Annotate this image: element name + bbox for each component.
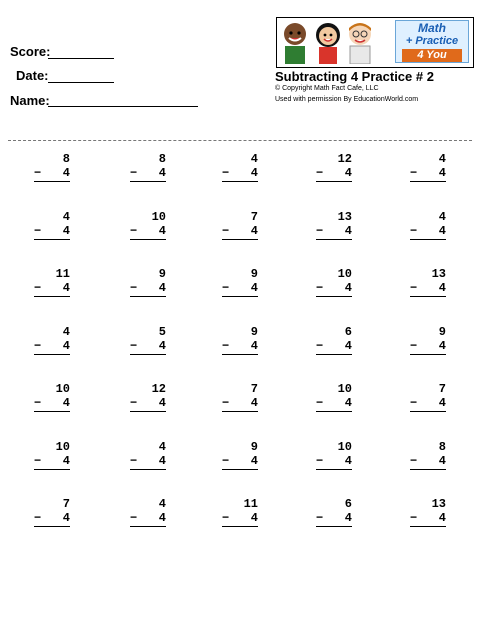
minus-sign: − (130, 453, 138, 468)
answer-line[interactable] (316, 526, 352, 527)
subtrahend: 4 (62, 396, 70, 410)
subtrahend-row (34, 511, 70, 525)
subtrahend: 4 (158, 223, 166, 238)
minuend: 10 (55, 439, 70, 454)
subtrahend: 4 (250, 223, 258, 238)
subtrahend: 4 (438, 281, 446, 295)
minus-sign: − (222, 453, 230, 468)
subtrahend: 4 (62, 223, 70, 238)
answer-line[interactable] (410, 296, 446, 297)
subtrahend: 4 (158, 453, 166, 468)
worksheet-title: Subtracting 4 Practice # 2 (275, 69, 434, 84)
minus-sign: − (222, 166, 230, 180)
subtrahend: 4 (438, 453, 446, 468)
minuend: 10 (337, 439, 352, 454)
subtraction-problem (410, 267, 446, 297)
answer-line[interactable] (130, 296, 166, 297)
subtraction-problem (222, 440, 258, 470)
minuend: 12 (337, 152, 352, 166)
minus-sign: − (410, 453, 418, 468)
subtrahend: 4 (158, 281, 166, 295)
minus-sign: − (130, 281, 138, 295)
answer-line[interactable] (410, 239, 446, 240)
subtrahend: 4 (344, 281, 352, 295)
subtrahend-row (222, 224, 258, 238)
answer-line[interactable] (410, 526, 446, 527)
minuend: 10 (337, 267, 352, 281)
minuend: 7 (250, 382, 258, 396)
subtraction-problem (410, 440, 446, 470)
minuend: 4 (158, 439, 166, 454)
subtraction-problem (34, 497, 70, 527)
subtrahend-row (34, 396, 70, 410)
minus-sign: − (222, 281, 230, 295)
minuend: 7 (62, 497, 70, 511)
answer-line[interactable] (130, 181, 166, 182)
minuend: 8 (438, 439, 446, 454)
kid-3-icon (345, 20, 375, 64)
subtrahend-row (222, 454, 258, 468)
subtrahend-row (222, 511, 258, 525)
answer-line[interactable] (34, 411, 70, 412)
subtraction-problem (316, 210, 352, 240)
subtrahend: 4 (250, 166, 258, 180)
answer-line[interactable] (222, 296, 258, 297)
minuend: 9 (250, 267, 258, 281)
answer-line[interactable] (34, 469, 70, 470)
subtrahend: 4 (438, 166, 446, 180)
answer-line[interactable] (316, 411, 352, 412)
subtraction-problem (130, 267, 166, 297)
math-practice-logo (276, 17, 474, 68)
minus-sign: − (316, 281, 324, 295)
minuend: 13 (431, 497, 446, 511)
logo-line-3: 4 You (402, 49, 462, 62)
answer-line[interactable] (316, 239, 352, 240)
answer-line[interactable] (410, 181, 446, 182)
subtrahend-row (222, 339, 258, 353)
subtraction-problem (316, 440, 352, 470)
subtrahend: 4 (62, 453, 70, 468)
subtrahend: 4 (344, 511, 352, 525)
minus-sign: − (222, 511, 230, 525)
answer-line[interactable] (130, 239, 166, 240)
logo-line-1: Math (418, 21, 446, 35)
answer-line[interactable] (34, 296, 70, 297)
minus-sign: − (316, 453, 324, 468)
subtrahend-row (410, 511, 446, 525)
subtrahend: 4 (344, 223, 352, 238)
minus-sign: − (34, 223, 42, 238)
subtraction-problem (222, 497, 258, 527)
answer-line[interactable] (410, 411, 446, 412)
answer-line[interactable] (222, 526, 258, 527)
subtraction-problem (130, 440, 166, 470)
subtraction-problem (410, 325, 446, 355)
minus-sign: − (316, 166, 324, 180)
answer-line[interactable] (410, 354, 446, 355)
subtrahend-row (34, 224, 70, 238)
subtrahend-row (130, 166, 166, 180)
minuend: 13 (337, 209, 352, 224)
minuend: 6 (344, 497, 352, 511)
answer-line[interactable] (130, 526, 166, 527)
minus-sign: − (34, 511, 42, 525)
answer-line[interactable] (130, 411, 166, 412)
subtrahend: 4 (158, 396, 166, 410)
subtrahend-row (316, 281, 352, 295)
subtrahend: 4 (344, 396, 352, 410)
minus-sign: − (222, 396, 230, 410)
minuend: 9 (158, 267, 166, 281)
subtrahend: 4 (62, 338, 70, 353)
subtrahend-row (34, 339, 70, 353)
subtrahend-row (130, 511, 166, 525)
minuend: 7 (438, 382, 446, 396)
logo-line-2: + Practice (405, 35, 459, 47)
subtrahend: 4 (62, 281, 70, 295)
subtraction-problem (130, 210, 166, 240)
subtraction-problem (316, 382, 352, 412)
minus-sign: − (410, 223, 418, 238)
subtrahend: 4 (62, 511, 70, 525)
subtrahend-row (316, 339, 352, 353)
date-label: Date: (16, 68, 49, 83)
minuend: 8 (62, 152, 70, 166)
answer-line[interactable] (316, 296, 352, 297)
subtraction-problem (130, 497, 166, 527)
minus-sign: − (34, 281, 42, 295)
subtraction-problem (222, 152, 258, 182)
subtraction-problem (316, 497, 352, 527)
subtrahend-row (410, 281, 446, 295)
score-label: Score: (10, 44, 51, 59)
subtraction-problem (316, 152, 352, 182)
kid-2-icon (313, 20, 343, 64)
subtraction-problem (410, 497, 446, 527)
subtraction-problem (34, 440, 70, 470)
minus-sign: − (410, 396, 418, 410)
subtrahend-row (316, 396, 352, 410)
minuend: 13 (431, 267, 446, 281)
minus-sign: − (410, 166, 418, 180)
minus-sign: − (316, 223, 324, 238)
answer-line[interactable] (222, 354, 258, 355)
answer-line[interactable] (222, 469, 258, 470)
subtraction-problem (410, 382, 446, 412)
answer-line[interactable] (316, 469, 352, 470)
answer-line[interactable] (130, 469, 166, 470)
minuend: 9 (250, 324, 258, 339)
subtrahend: 4 (250, 511, 258, 525)
subtrahend-row (410, 166, 446, 180)
minus-sign: − (410, 281, 418, 295)
minus-sign: − (130, 338, 138, 353)
subtrahend: 4 (438, 223, 446, 238)
minus-sign: − (410, 338, 418, 353)
minuend: 10 (55, 382, 70, 396)
minuend: 4 (62, 324, 70, 339)
subtrahend-row (316, 454, 352, 468)
minuend: 4 (158, 497, 166, 511)
subtraction-problem (34, 152, 70, 182)
subtrahend: 4 (250, 453, 258, 468)
kid-1-icon (280, 20, 310, 64)
subtrahend-row (130, 454, 166, 468)
subtrahend: 4 (438, 396, 446, 410)
minuend: 9 (250, 439, 258, 454)
subtrahend-row (222, 281, 258, 295)
subtraction-problem (410, 152, 446, 182)
answer-line[interactable] (316, 354, 352, 355)
minuend: 4 (250, 152, 258, 166)
minus-sign: − (130, 511, 138, 525)
name-label: Name: (10, 93, 50, 108)
subtraction-problem (222, 267, 258, 297)
subtrahend-row (34, 281, 70, 295)
subtrahend: 4 (62, 166, 70, 180)
minus-sign: − (316, 338, 324, 353)
name-field (10, 93, 50, 108)
minus-sign: − (130, 166, 138, 180)
minuend: 10 (337, 382, 352, 396)
divider-line (8, 140, 472, 141)
date-field (16, 68, 49, 83)
minus-sign: − (222, 338, 230, 353)
subtraction-problem (410, 210, 446, 240)
subtrahend-row (130, 339, 166, 353)
minus-sign: − (130, 396, 138, 410)
answer-line[interactable] (34, 526, 70, 527)
minus-sign: − (222, 223, 230, 238)
minuend: 7 (250, 209, 258, 224)
subtrahend: 4 (250, 396, 258, 410)
minus-sign: − (34, 338, 42, 353)
subtraction-problem (34, 210, 70, 240)
subtraction-problem (34, 267, 70, 297)
subtrahend-row (130, 396, 166, 410)
subtrahend-row (410, 224, 446, 238)
subtrahend-row (410, 396, 446, 410)
subtraction-problem (316, 325, 352, 355)
subtrahend: 4 (344, 338, 352, 353)
minuend: 4 (62, 209, 70, 224)
subtrahend-row (410, 339, 446, 353)
minus-sign: − (316, 511, 324, 525)
logo-card (395, 20, 469, 63)
subtrahend-row (222, 166, 258, 180)
subtraction-problem (316, 267, 352, 297)
minuend: 5 (158, 324, 166, 339)
answer-line[interactable] (410, 469, 446, 470)
subtrahend: 4 (438, 338, 446, 353)
minus-sign: − (316, 396, 324, 410)
answer-line[interactable] (222, 239, 258, 240)
subtrahend: 4 (344, 453, 352, 468)
subtrahend: 4 (250, 281, 258, 295)
name-blank[interactable] (48, 106, 198, 107)
permission-text: Used with permission By EducationWorld.com (275, 96, 419, 103)
subtraction-problem (222, 325, 258, 355)
minuend: 10 (151, 209, 166, 224)
minus-sign: − (34, 166, 42, 180)
answer-line[interactable] (34, 181, 70, 182)
subtrahend: 4 (158, 338, 166, 353)
subtrahend-row (130, 224, 166, 238)
subtrahend-row (410, 454, 446, 468)
minuend: 9 (438, 324, 446, 339)
subtrahend-row (222, 396, 258, 410)
minuend: 11 (243, 497, 258, 511)
minus-sign: − (410, 511, 418, 525)
subtraction-problem (34, 382, 70, 412)
subtraction-problem (222, 210, 258, 240)
subtraction-problem (34, 325, 70, 355)
subtraction-problem (222, 382, 258, 412)
date-blank[interactable] (48, 82, 114, 83)
subtrahend: 4 (344, 166, 352, 180)
answer-line[interactable] (222, 411, 258, 412)
answer-line[interactable] (34, 354, 70, 355)
subtrahend: 4 (158, 511, 166, 525)
answer-line[interactable] (316, 181, 352, 182)
subtrahend: 4 (250, 338, 258, 353)
subtrahend: 4 (158, 166, 166, 180)
subtrahend-row (316, 166, 352, 180)
minus-sign: − (130, 223, 138, 238)
subtrahend-row (316, 224, 352, 238)
subtraction-problem (130, 325, 166, 355)
minuend: 4 (438, 209, 446, 224)
subtrahend: 4 (438, 511, 446, 525)
answer-line[interactable] (130, 354, 166, 355)
answer-line[interactable] (222, 181, 258, 182)
subtrahend-row (316, 511, 352, 525)
minuend: 12 (151, 382, 166, 396)
minus-sign: − (34, 453, 42, 468)
minuend: 4 (438, 152, 446, 166)
subtrahend-row (34, 166, 70, 180)
minuend: 11 (55, 267, 70, 281)
answer-line[interactable] (34, 239, 70, 240)
subtrahend-row (34, 454, 70, 468)
minuend: 6 (344, 324, 352, 339)
minuend: 8 (158, 152, 166, 166)
subtraction-problem (130, 382, 166, 412)
subtraction-problem (130, 152, 166, 182)
minus-sign: − (34, 396, 42, 410)
score-blank[interactable] (48, 58, 114, 59)
score-field (10, 44, 50, 59)
subtrahend-row (130, 281, 166, 295)
copyright-text: © Copyright Math Fact Cafe, LLC (275, 85, 379, 92)
